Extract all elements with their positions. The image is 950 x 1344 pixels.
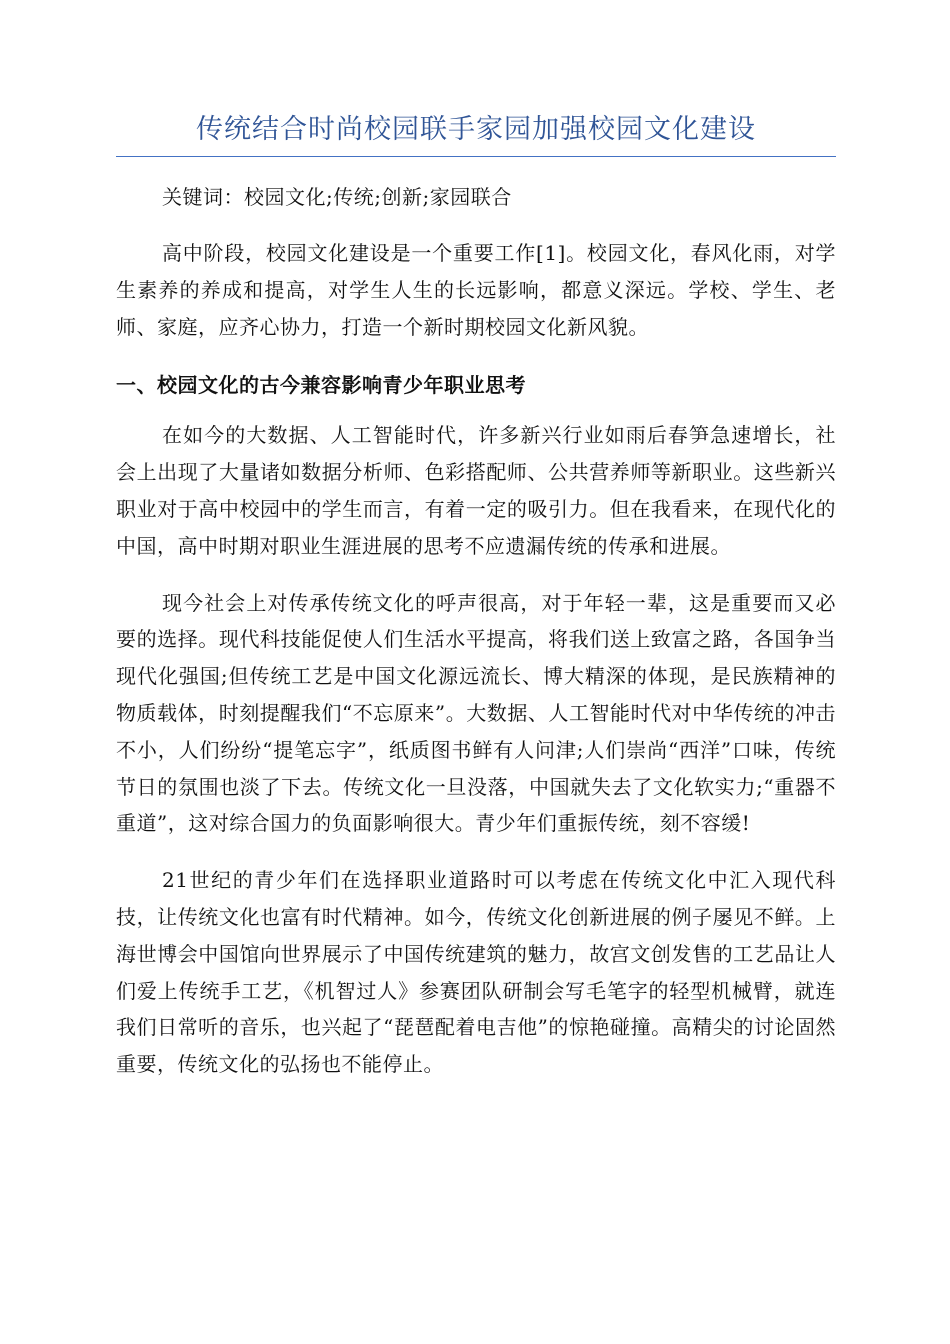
document-page — [116, 110, 836, 1083]
keywords-line: 关键词：校园文化;传统;创新;家园联合 — [162, 185, 512, 209]
document-title: 传统结合时尚校园联手家园加强校园文化建设 — [116, 110, 836, 157]
body-paragraph: 在如今的大数据、人工智能时代，许多新兴行业如雨后春笋急速增长，社会上出现了大量诸如数据分析师、色彩搭配师、公共营养师等新职业。这些新兴职业对于高中校园中的学生而言，有着一定的吸引力。但在我看来，在现代化的中国，高中时期对职业生涯进展的思考不应遗漏传统的传承和进展。 — [116, 423, 836, 558]
intro-paragraph: 高中阶段，校园文化建设是一个重要工作[1]。校园文化，春风化雨，对学生素养的养成和提高，对学生人生的长远影响，都意义深远。学校、学生、老师、家庭，应齐心协力，打造一个新时期校园文化新风貌。 — [116, 241, 836, 339]
section-heading: 一、校园文化的古今兼容影响青少年职业思考 — [116, 373, 526, 398]
body-paragraph: 21世纪的青少年们在选择职业道路时可以考虑在传统文化中汇入现代科技，让传统文化也富有时代精神。如今，传统文化创新进展的例子屡见不鲜。上海世博会中国馆向世界展示了中国传统建筑的魅力，故宫文创发售的工艺品让人们爱上传统手工艺，《机智过人》参赛团队研制会写毛笔字的轻型机械臂，就连我们日常听的音乐，也兴起了“琵琶配着电吉他”的惊艳碰撞。高精尖的讨论固然重要，传统文化的弘扬也不能停止。 — [116, 868, 836, 1077]
body-paragraph: 现今社会上对传承传统文化的呼声很高，对于年轻一辈，这是重要而又必要的选择。现代科技能促使人们生活水平提高，将我们送上致富之路，各国争当现代化强国;但传统工艺是中国文化源远流长、博大精深的体现，是民族精神的物质载体，时刻提醒我们“不忘原来”。大数据、人工智能时代对中华传统的冲击不小，人们纷纷“提笔忘字”，纸质图书鲜有人问津;人们崇尚“西洋”口味，传统节日的氛围也淡了下去。传统文化一旦没落，中国就失去了文化软实力;“重器不重道”，这对综合国力的负面影响很大。青少年们重振传统，刻不容缓! — [116, 590, 836, 836]
